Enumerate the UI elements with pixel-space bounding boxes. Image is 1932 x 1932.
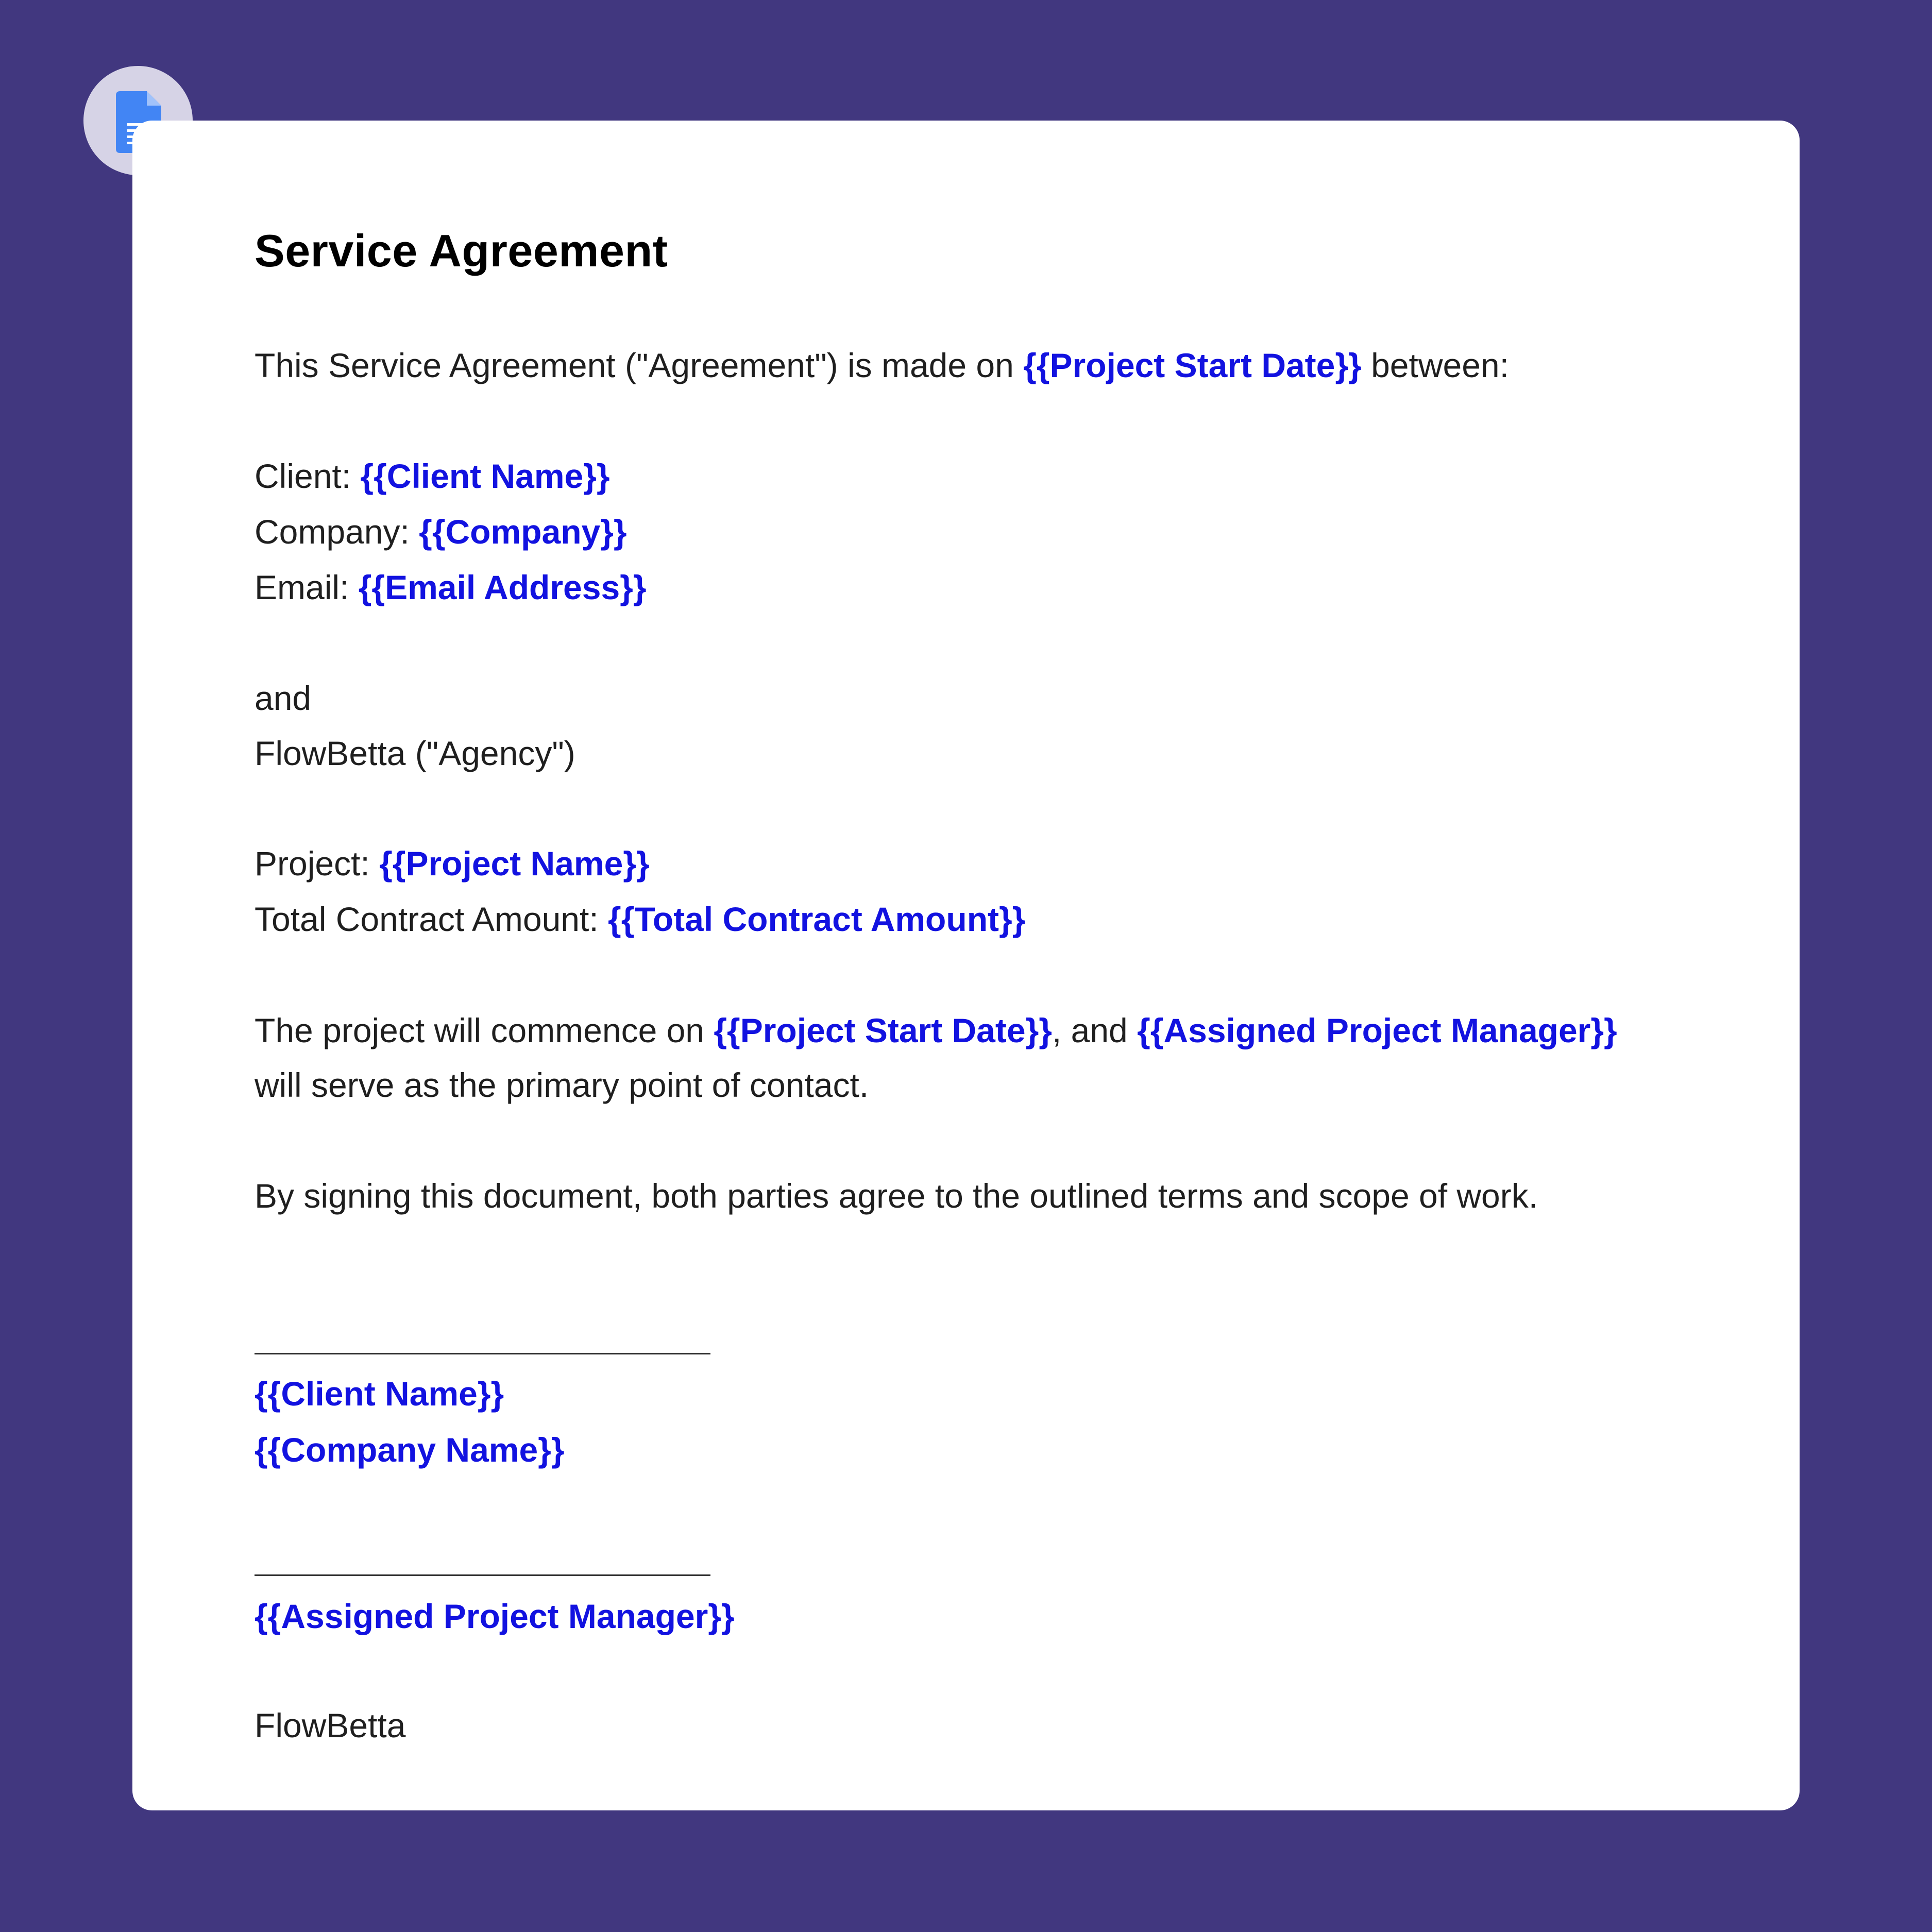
commence-line-1 bbox=[255, 1010, 1617, 1051]
email-label: Email: bbox=[255, 568, 359, 606]
intro-text: This Service Agreement ("Agreement") is made on bbox=[255, 346, 1024, 384]
company-label: Company: bbox=[255, 513, 419, 551]
commence-line-2: will serve as the primary point of contact. bbox=[255, 1066, 869, 1104]
company-line bbox=[255, 512, 627, 552]
client-label: Client: bbox=[255, 457, 361, 495]
client-signature-line[interactable] bbox=[255, 1353, 710, 1354]
signature-company-name: {{Company Name}} bbox=[255, 1431, 565, 1469]
client-line bbox=[255, 456, 610, 497]
signature-client-name: {{Client Name}} bbox=[255, 1375, 504, 1413]
assigned-project-manager-placeholder: {{Assigned Project Manager}} bbox=[1137, 1011, 1617, 1049]
agency-signature-line[interactable] bbox=[255, 1574, 710, 1576]
commence-text: The project will commence on bbox=[255, 1011, 714, 1049]
company-placeholder: {{Company}} bbox=[419, 513, 627, 551]
intro-paragraph bbox=[255, 345, 1509, 386]
client-name-placeholder: {{Client Name}} bbox=[360, 457, 610, 495]
email-placeholder: {{Email Address}} bbox=[358, 568, 647, 606]
and-text: and bbox=[255, 679, 312, 717]
document-card bbox=[132, 121, 1800, 1810]
signing-paragraph: By signing this document, both parties agree to the outlined terms and scope of work. bbox=[255, 1177, 1538, 1215]
project-line bbox=[255, 843, 650, 884]
project-start-date-placeholder: {{Project Start Date}} bbox=[1023, 346, 1362, 384]
signature-agency-name: FlowBetta bbox=[255, 1706, 406, 1744]
amount-line bbox=[255, 899, 1025, 940]
commence-middle-text: , and bbox=[1052, 1011, 1138, 1049]
agency-text: FlowBetta ("Agency") bbox=[255, 734, 575, 772]
signature-project-manager: {{Assigned Project Manager}} bbox=[255, 1597, 735, 1635]
project-label: Project: bbox=[255, 844, 380, 883]
document-title: Service Agreement bbox=[255, 225, 668, 276]
project-start-date-placeholder: {{Project Start Date}} bbox=[714, 1011, 1052, 1049]
email-line bbox=[255, 567, 647, 608]
intro-text-end: between: bbox=[1361, 346, 1509, 384]
amount-label: Total Contract Amount: bbox=[255, 900, 608, 938]
total-contract-amount-placeholder: {{Total Contract Amount}} bbox=[608, 900, 1026, 938]
project-name-placeholder: {{Project Name}} bbox=[379, 844, 650, 883]
